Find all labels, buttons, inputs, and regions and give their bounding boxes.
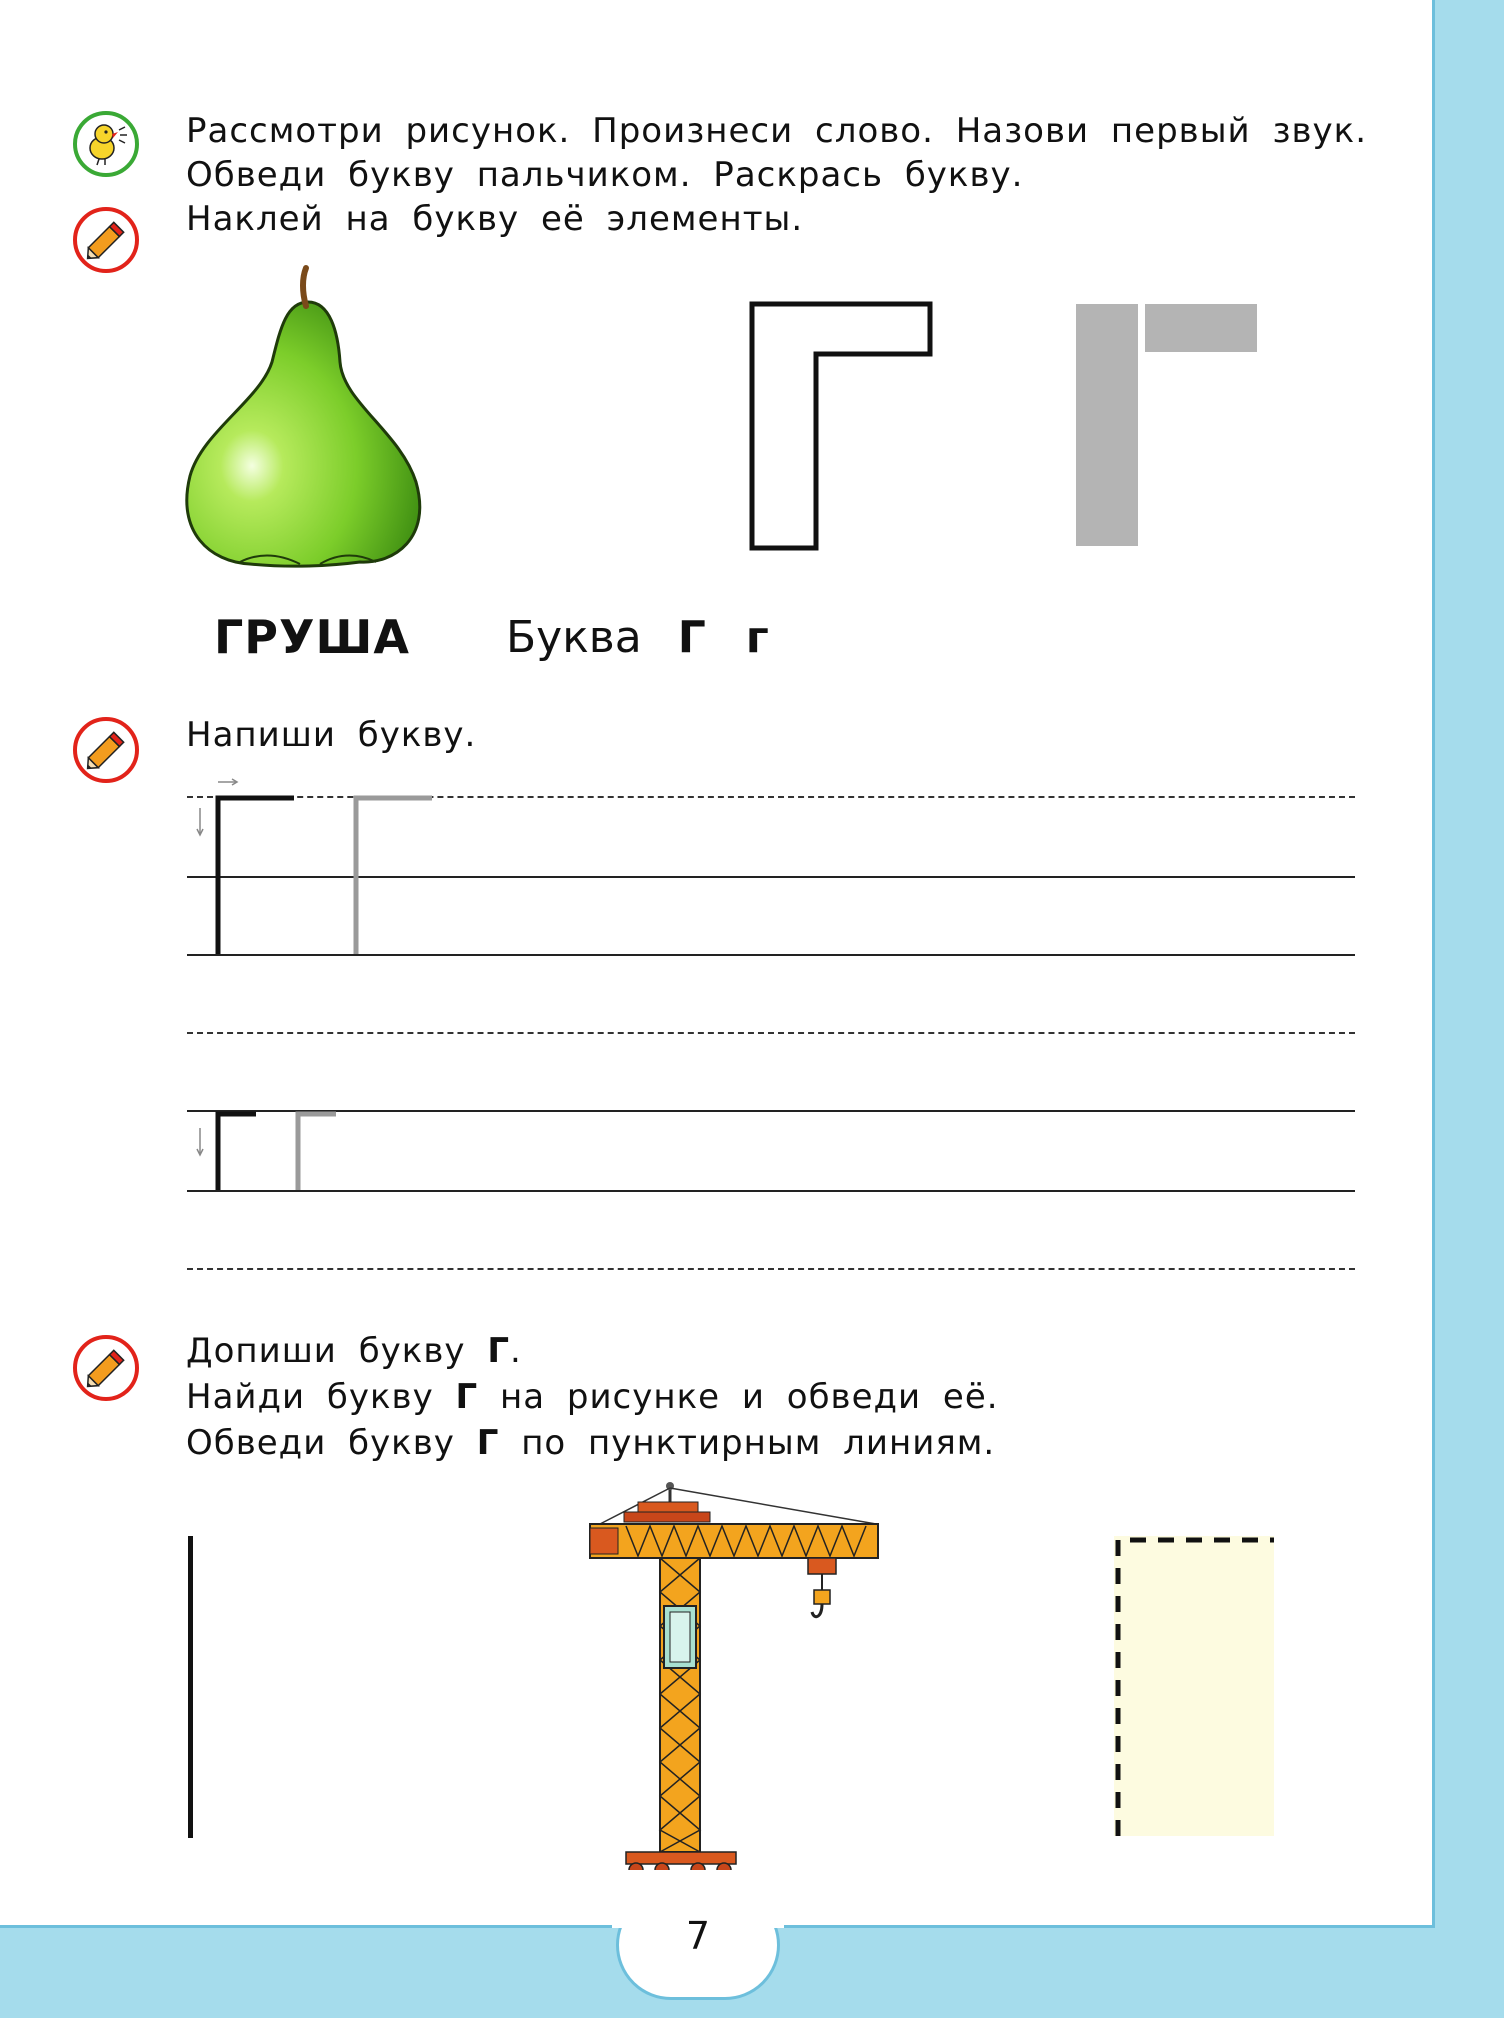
instruction-letter: Г bbox=[455, 1377, 479, 1417]
writing-dashed-line bbox=[187, 1032, 1355, 1034]
instruction-line: Обведи букву пальчиком. Раскрась букву. bbox=[186, 155, 1024, 195]
pencil-icon bbox=[72, 1334, 140, 1402]
writing-line bbox=[187, 1190, 1355, 1192]
instruction-text: Обведи букву bbox=[186, 1423, 455, 1463]
page-edge-right bbox=[1432, 0, 1435, 1928]
instruction-letter: Г bbox=[487, 1331, 510, 1371]
instruction-text: Найди букву bbox=[186, 1377, 434, 1417]
caption-prefix: Буква bbox=[506, 612, 642, 663]
dashed-letter-outline[interactable] bbox=[1114, 1536, 1284, 1844]
letter-sample-small bbox=[190, 1104, 350, 1198]
partial-letter-stroke[interactable] bbox=[188, 1536, 193, 1838]
caption-upper-letter: Г bbox=[677, 612, 706, 663]
instruction-letter: Г bbox=[476, 1423, 500, 1463]
instruction-line bbox=[186, 1374, 999, 1420]
instruction-line: Напиши букву. bbox=[186, 715, 477, 755]
letter-sample-large bbox=[190, 776, 450, 962]
writing-line bbox=[187, 1110, 1355, 1112]
caption-lower-letter: г bbox=[745, 612, 769, 663]
instruction-line bbox=[186, 1420, 995, 1466]
letter-outline bbox=[748, 300, 934, 556]
instruction-text: на рисунке и обведи её. bbox=[500, 1377, 999, 1417]
instruction-punct: . bbox=[509, 1331, 522, 1371]
pencil-icon bbox=[72, 716, 140, 784]
sticker-element-horizontal bbox=[1145, 304, 1257, 352]
instruction-line bbox=[186, 1328, 522, 1374]
instruction-text: по пунктирным линиям. bbox=[521, 1423, 996, 1463]
sticker-element-vertical bbox=[1076, 304, 1138, 546]
writing-dashed-line bbox=[187, 1268, 1355, 1270]
pear-illustration bbox=[180, 262, 430, 576]
page-number: 7 bbox=[685, 1914, 711, 1958]
bird-speaking-icon bbox=[72, 110, 140, 178]
pencil-icon bbox=[72, 206, 140, 274]
letter-caption bbox=[506, 612, 769, 663]
crane-illustration[interactable] bbox=[586, 1480, 886, 1884]
instruction-text: Допиши букву bbox=[186, 1331, 466, 1371]
instruction-line: Рассмотри рисунок. Произнеси слово. Назови первый звук. bbox=[186, 111, 1368, 151]
word-label: ГРУША bbox=[214, 610, 410, 664]
instruction-line: Наклей на букву её элементы. bbox=[186, 199, 804, 239]
